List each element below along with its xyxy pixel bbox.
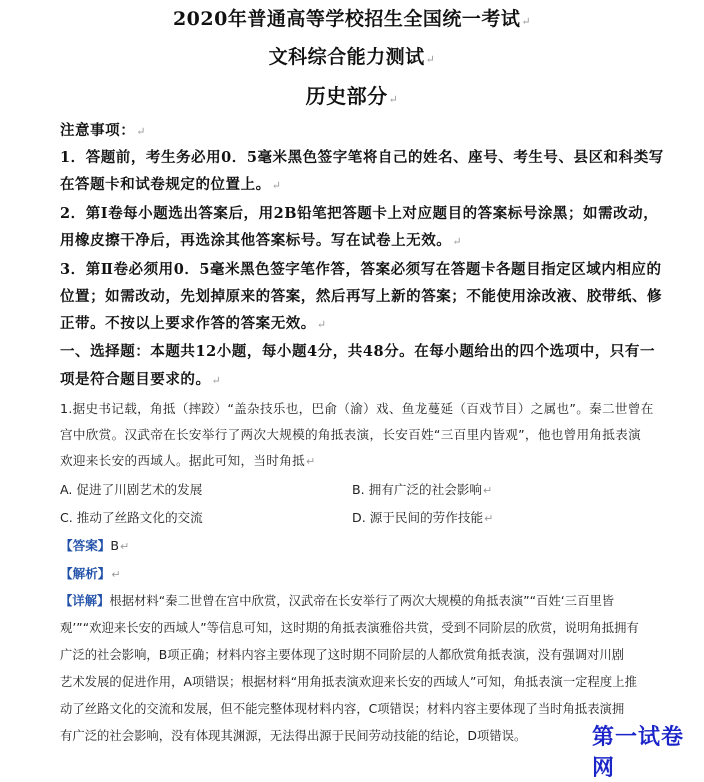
answer-label: 【答案】	[60, 538, 111, 553]
note-line: 3．第Ⅱ卷必须用0．5毫米黑色签字笔作答，答案必须写在答题卡各题目指定区域内相应的	[60, 261, 662, 278]
option-b: B. 拥有广泛的社会影响↵	[352, 482, 493, 497]
answer-line: 【答案】B↵	[60, 538, 130, 553]
question-stem: 宫中欣赏。汉武帝在长安举行了两次大规模的角抵表演，长安百姓“三百里内皆观”，他也曾用角抵表演	[60, 427, 641, 442]
watermark-logo: 第一试卷网	[592, 724, 685, 781]
note-line: 用橡皮擦干净后，再选涂其他答案标号。写在试卷上无效。↵	[60, 232, 463, 249]
note-line: 2．第Ⅰ卷每小题选出答案后，用2B铅笔把答题卡上对应题目的答案标号涂黑；如需改动，	[60, 205, 659, 222]
option-a: A. 促进了川剧艺术的发展	[60, 482, 203, 497]
note-line: 1．答题前，考生务必用0．5毫米黑色签字笔将自己的姓名、座号、考生号、县区和科类写	[60, 149, 664, 166]
section-instruction: 一、选择题：本题共12小题，每小题4分，共48分。在每小题给出的四个选项中，只有一	[60, 343, 655, 360]
detail-label: 【详解】	[60, 594, 110, 608]
option-c: C. 推动了丝路文化的交流	[60, 510, 203, 525]
section-title: 历史部分↵	[305, 84, 399, 108]
option-d: D. 源于民间的劳作技能↵	[352, 510, 494, 525]
notes-heading: 注意事项：↵	[60, 122, 147, 139]
question-stem: 1.据史书记载，角抵（摔跤）“盖杂技乐也，巴俞（渝）戏、鱼龙蔓延（百戏节目）之属也”。秦二世曾在	[60, 401, 654, 416]
detail-line: 观’”“欢迎来长安的西域人”等信息可知，这时期的角抵表演雅俗共赏，受到不同阶层的欣赏，说明角抵拥有	[60, 621, 639, 635]
note-line: 正带。不按以上要求作答的答案无效。↵	[60, 315, 327, 332]
question-stem: 欢迎来长安的西域人。据此可知，当时角抵↵	[60, 453, 316, 468]
detail-line: 【详解】根据材料“秦二世曾在宫中欣赏，汉武帝在长安举行了两次大规模的角抵表演”“百姓‘三百里皆	[60, 594, 615, 608]
detail-line: 有广泛的社会影响，没有体现其渊源，无法得出源于民间劳动技能的结论，D项错误。	[60, 729, 527, 743]
section-instruction: 项是符合题目要求的。↵	[60, 371, 222, 388]
answer-value: B	[110, 538, 120, 553]
analysis-label: 【解析】↵	[60, 566, 121, 581]
note-line: 在答题卡和试卷规定的位置上。↵	[60, 176, 282, 193]
detail-line: 广泛的社会影响，B项正确；材料内容主要体现了这时期不同阶层的人都欣赏角抵表演，没有强调对川剧	[60, 648, 625, 662]
detail-line: 动了丝路文化的交流和发展，但不能完整体现材料内容，C项错误；材料内容主要体现了当时角抵表演拥	[60, 702, 625, 716]
detail-line: 艺术发展的促进作用，A项错误；根据材料“用角抵表演欢迎来长安的西域人”可知，角抵表演一定程度上推	[60, 675, 637, 689]
exam-subtitle: 文科综合能力测试↵	[268, 46, 436, 68]
exam-title: 2020年普通高等学校招生全国统一考试↵	[172, 8, 532, 30]
note-line: 位置；如需改动，先划掉原来的答案，然后再写上新的答案；不能使用涂改液、胶带纸、修	[60, 288, 662, 305]
